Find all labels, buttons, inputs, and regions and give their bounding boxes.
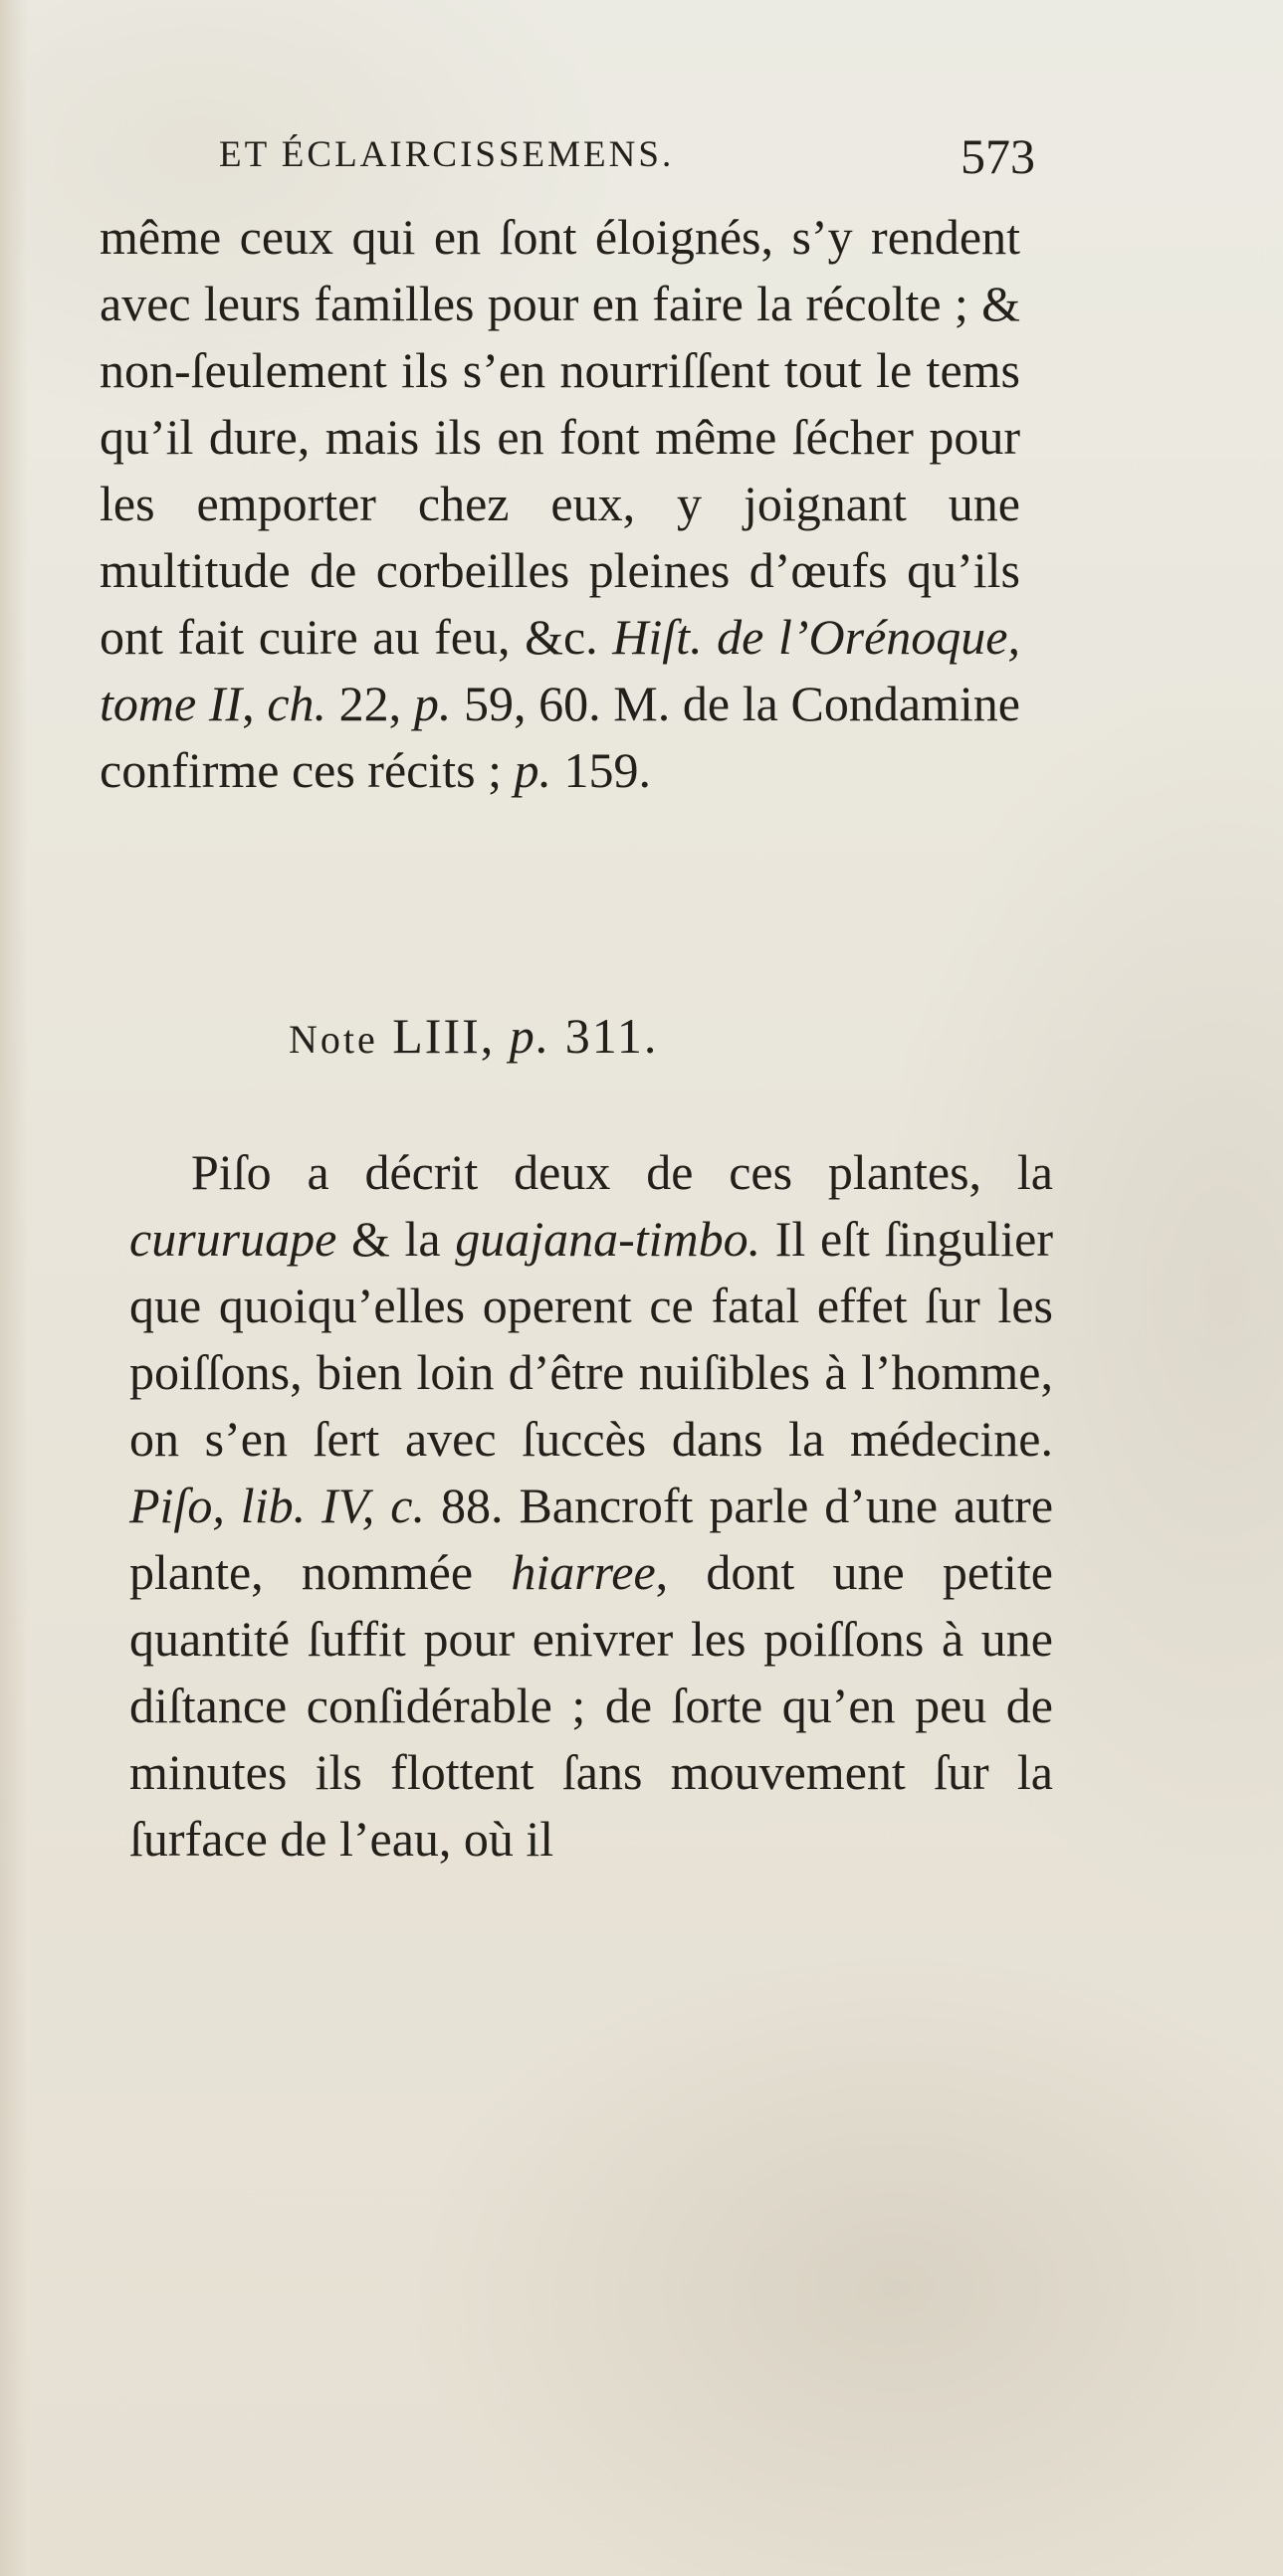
text-block-1: [100, 204, 1020, 804]
running-title: ET ÉCLAIRCISSEMENS.: [219, 134, 675, 175]
page-number: 573: [961, 128, 1035, 184]
p2-seg-5: Piſo, lib. IV,: [129, 1478, 375, 1533]
p2-seg-9: hiarree: [511, 1544, 656, 1600]
p2-seg-8: 88. Bancroft parle d’une autre plante, nommée: [129, 1478, 1054, 1600]
p2-seg-7: c.: [390, 1478, 425, 1533]
p1-seg-2: ,: [242, 676, 268, 731]
p1-seg-6: 59, 60. M. de la Condamine confirme ces récits ;: [100, 676, 1020, 798]
paragraph-note: [129, 1139, 1053, 1873]
note-page-ref: 311.: [564, 1008, 659, 1064]
page-gutter-shadow: [0, 0, 28, 2576]
p2-seg-4: Il eſt ſingulier que quoiqu’elles operent ce fatal effet ſur les poiſſons, bien loin d’être nuiſibles à l’homme, on s’en ſert avec ſuccès dans la médecine.: [129, 1211, 1053, 1467]
note-number: LIII: [392, 1008, 481, 1064]
note-word: Note: [289, 1017, 378, 1062]
page-header: [219, 127, 1035, 187]
p2-seg-0: Piſo a décrit deux de ces plantes, la: [191, 1144, 1053, 1200]
note-page-label: p.: [509, 1008, 551, 1064]
p2-seg-3: guajana-timbo.: [455, 1211, 761, 1267]
p2-seg-10: , dont une petite quantité ſuffit pour enivrer les poiſſons à une diſtance conſidérable ; de ſorte qu’en peu de minutes ils flottent ſans mouvement ſur la ſurface de l’eau, où il: [129, 1544, 1053, 1867]
p1-seg-0: même ceux qui en ſont éloignés, s’y rendent avec leurs familles pour en faire la récolte ; & non-ſeulement ils s’en nourriſſent tout le tems qu’il dure, mais ils en font même ſécher pour les emporter chez eux, y joignant une multitude de corbeilles pleines d’œufs qu’ils ont fait cuire au feu, &c.: [100, 209, 1020, 665]
p1-seg-5: p.: [413, 676, 452, 731]
p2-seg-6: [374, 1478, 390, 1533]
p1-seg-7: p.: [514, 742, 551, 798]
note-heading: Note LIII, p. 311.: [289, 1008, 659, 1064]
p1-seg-3: ch.: [267, 676, 327, 731]
p2-seg-2: & la: [336, 1211, 456, 1267]
p1-seg-8: 159.: [550, 742, 651, 798]
p1-seg-4: 22,: [326, 676, 414, 731]
text-block-2: [129, 1139, 1053, 1873]
paragraph-continuation: [100, 204, 1020, 804]
p2-seg-1: cururuape: [129, 1211, 337, 1267]
p1-seg-1: Hiſt. de l’Orénoque, tome II: [100, 609, 1020, 731]
